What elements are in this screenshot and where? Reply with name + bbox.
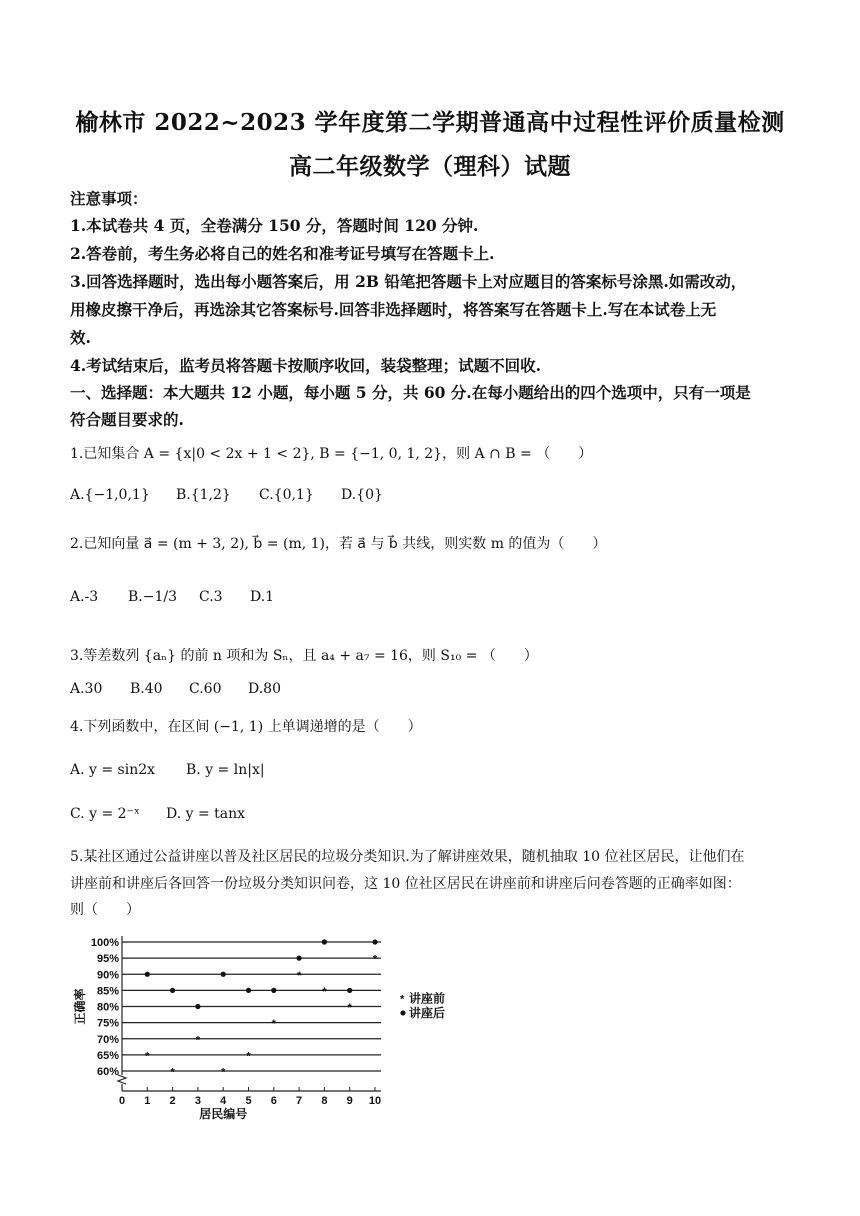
q3-option-c: C.60	[189, 681, 222, 697]
exam-subtitle: 高二年级数学（理科）试题	[289, 153, 571, 180]
before-point-marker: *	[195, 1034, 201, 1047]
before-point-marker: *	[221, 1066, 226, 1079]
y-tick-label: 60%	[96, 1066, 119, 1078]
note-2: 2.答卷前，考生务必将自己的姓名和准考证号填写在答题卡上.	[70, 244, 495, 263]
x-tick-label: 7	[296, 1095, 303, 1107]
x-tick-label: 10	[368, 1095, 382, 1107]
after-point-marker	[347, 988, 352, 993]
y-axis-label: 正确率	[73, 988, 87, 1025]
q1-option-b: B.{1,2}	[176, 487, 231, 503]
after-point-marker	[271, 988, 276, 993]
question-5-line3: 则（ ）	[70, 902, 140, 918]
legend-before-marker: *	[400, 993, 405, 1006]
section-1-line1: 一、选择题：本大题共 12 小题，每小题 5 分，共 60 分.在每小题给出的四个选项中，只有一项是	[70, 383, 751, 402]
q1-option-c: C.{0,1}	[259, 487, 314, 503]
note-3b: 用橡皮擦干净后，再选涂其它答案标号.回答非选择题时，将答案写在答题卡上.写在本试卷上无	[70, 300, 717, 319]
x-tick-label: 4	[220, 1095, 227, 1107]
legend-before-label: 讲座前	[409, 991, 446, 1006]
y-tick-label: 70%	[96, 1033, 119, 1046]
question-2: 2.已知向量 a⃗ = (m + 3, 2), b⃗ = (m, 1)，若 a⃗ 与 b⃗ 共线，则实数 m 的值为（ ）	[70, 536, 607, 552]
after-point-marker	[221, 972, 226, 977]
axis-break	[118, 1075, 126, 1084]
before-point-marker: *	[271, 1018, 276, 1031]
q3-option-d: D.80	[248, 681, 281, 697]
section-1-line2: 符合题目要求的.	[70, 410, 184, 429]
q1-option-d: D.{0}	[341, 487, 383, 503]
notes-heading: 注意事项：	[70, 189, 148, 208]
x-tick-label: 8	[321, 1095, 328, 1107]
after-point-marker	[322, 939, 327, 944]
before-point-marker: *	[347, 1002, 352, 1014]
after-point-marker	[170, 988, 175, 993]
note-3c: 效.	[70, 328, 91, 347]
y-tick-label: 80%	[96, 1001, 119, 1014]
note-4: 4.考试结束后，监考员将答题卡按顺序收回，装袋整理；试题不回收.	[70, 356, 542, 375]
x-tick-label: 0	[118, 1095, 126, 1107]
exam-title: 榆林市 2022~2023 学年度第二学期普通高中过程性评价质量检测	[75, 109, 785, 136]
q2-option-d: D.1	[250, 589, 275, 605]
q3-option-a: A.30	[70, 681, 103, 697]
before-point-marker: *	[246, 1050, 251, 1063]
accuracy-chart	[72, 925, 492, 1120]
q1-option-a: A.{−1,0,1}	[70, 487, 150, 503]
question-5-line1: 5.某社区通过公益讲座以普及社区居民的垃圾分类知识.为了解讲座效果，随机抽取 10 位社区居民，让他们在	[70, 849, 745, 865]
before-point-marker: *	[322, 985, 327, 998]
before-point-marker: *	[145, 1050, 150, 1063]
legend-after-label: 讲座后	[409, 1005, 446, 1020]
y-tick-label: 65%	[96, 1049, 119, 1062]
y-tick-label: 100%	[90, 937, 119, 949]
after-point-marker	[372, 939, 377, 944]
q2-option-a: A.-3	[70, 589, 99, 605]
x-tick-label: 2	[169, 1095, 176, 1107]
q4-option-d: D. y = tanx	[166, 806, 246, 822]
y-tick-label: 90%	[96, 969, 119, 982]
x-tick-label: 6	[270, 1095, 277, 1107]
x-axis-label: 居民编号	[199, 1107, 248, 1120]
after-point-marker	[246, 988, 251, 993]
question-1: 1.已知集合 A = {x|0 < 2x + 1 < 2}, B = {−1, 0, 1, 2}，则 A ∩ B = （ ）	[70, 446, 593, 462]
question-5-line2: 讲座前和讲座后各回答一份垃圾分类知识问卷，这 10 位社区居民在讲座前和讲座后问卷答题的正确率如图：	[70, 876, 741, 892]
question-3: 3.等差数列 {aₙ} 的前 n 项和为 Sₙ，且 a₄ + a₇ = 16，则 S₁₀ = （ ）	[70, 648, 538, 664]
after-point-marker	[297, 956, 302, 961]
q2-option-c: C.3	[199, 589, 223, 605]
x-tick-label: 1	[144, 1095, 151, 1107]
q4-option-b: B. y = ln|x|	[186, 762, 265, 778]
x-tick-label: 9	[346, 1095, 353, 1107]
before-point-marker: *	[170, 1066, 175, 1079]
y-tick-label: 85%	[96, 985, 119, 998]
note-3a: 3.回答选择题时，选出每小题答案后，用 2B 铅笔把答题卡上对应题目的答案标号涂黑.如需改动，	[70, 272, 747, 291]
x-tick-label: 5	[245, 1095, 252, 1107]
y-tick-label: 95%	[96, 953, 119, 966]
before-point-marker: *	[372, 953, 378, 966]
after-point-marker	[195, 1004, 200, 1009]
accuracy-scatter-plot	[72, 925, 492, 1120]
note-1: 1.本试卷共 4 页，全卷满分 150 分，答题时间 120 分钟.	[70, 216, 479, 235]
legend-after-marker	[400, 1010, 405, 1015]
q2-option-b: B.−1/3	[128, 589, 177, 605]
x-tick-label: 3	[194, 1095, 201, 1107]
question-4: 4.下列函数中，在区间 (−1, 1) 上单调递增的是（ ）	[70, 719, 422, 735]
before-point-marker: *	[296, 969, 302, 982]
q4-option-a: A. y = sin2x	[70, 762, 156, 778]
y-tick-label: 75%	[96, 1017, 119, 1030]
q3-option-b: B.40	[130, 681, 163, 697]
after-point-marker	[145, 972, 150, 977]
q4-option-c: C. y = 2⁻ˣ	[70, 806, 140, 822]
